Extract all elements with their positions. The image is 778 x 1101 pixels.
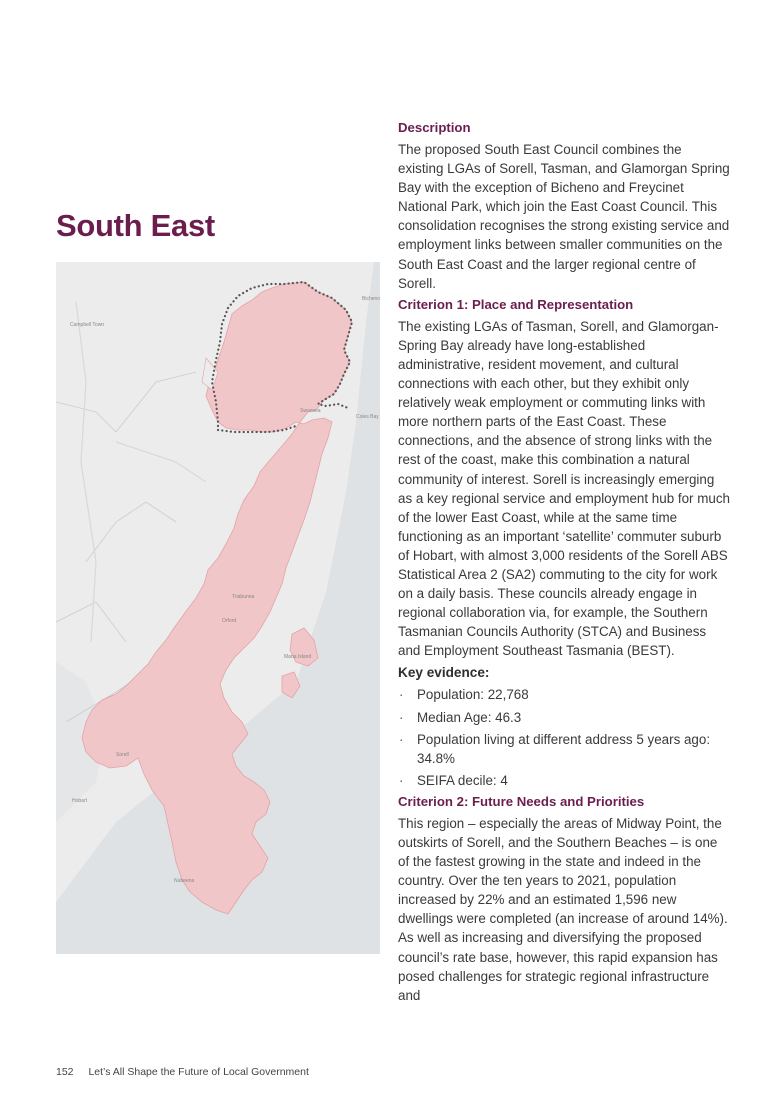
- map-label-sorell: Sorell: [116, 752, 129, 758]
- evidence-different-address: Population living at different address 5 years ago: 34.8%: [417, 731, 711, 766]
- description-heading: Description: [398, 120, 471, 135]
- evidence-median-age: Median Age: 46.3: [417, 709, 522, 725]
- criterion2-text: This region – especially the areas of Midway Point, the outskirts of Sorell, and the Southern Beaches – is one of the fastest growing in the state and indeed in the country. Over the ten years to 2021, population increased by 22% and an estimated 1,596 new dwellings were completed (an increase of around 14%). As well as increasing and diversifying the proposed council’s rate base, however, this rapid expansion has posed challenges for strategic regional infrastructure and: [398, 815, 728, 1003]
- map-label-bicheno: Bicheno: [362, 296, 380, 302]
- page-number: 152: [56, 1066, 74, 1078]
- page-title: South East: [56, 208, 215, 243]
- map-label-nubeena: Nubeena: [174, 878, 195, 884]
- bullet-icon: ·: [399, 709, 404, 725]
- list-item: [398, 730, 730, 768]
- list-item: [398, 685, 730, 704]
- text-column: [398, 119, 730, 1008]
- map-svg: [56, 262, 380, 954]
- evidence-seifa: SEIFA decile: 4: [417, 772, 508, 788]
- map-label-coles-bay: Coles Bay: [356, 414, 379, 420]
- map-label-maria-island: Maria Island: [284, 654, 312, 660]
- evidence-population: Population: 22,768: [417, 687, 529, 703]
- list-item: [398, 771, 730, 790]
- criterion1-text: The existing LGAs of Tasman, Sorell, and Glamorgan-Spring Bay already have long-established administrative, resident movement, and cultural connections with each other, but they exhibit only relatively weak employment or commuting links with more northern parts of the East Coast. These connections, and the absence of strong links with the rest of the coast, make this combination a natural community of interest. Sorell is increasingly emerging as a key regional service and employment hub for much of the lower East Coast, while at the same time functioning as an important ‘satellite’ commuter suburb of Hobart, with almost 3,000 residents of the Sorell ABS Statistical Area 2 (SA2) commuting to the city for work on a daily basis. These councils already engage in regional collaboration via, for example, the Southern Tasmanian Councils Authority (STCA) and Business and Employment Southeast Tasmania (BEST).: [398, 318, 730, 659]
- map-label-triabunna: Triabunna: [232, 594, 255, 600]
- page-footer: [56, 1066, 309, 1078]
- key-evidence-list: [398, 685, 730, 789]
- bullet-icon: ·: [399, 687, 404, 703]
- map-label-orford: Orford: [222, 618, 237, 624]
- region-map: [56, 262, 380, 954]
- publication-title: Let’s All Shape the Future of Local Government: [88, 1066, 309, 1078]
- bullet-icon: ·: [399, 772, 404, 788]
- map-label-swansea: Swansea: [300, 408, 321, 414]
- criterion2-heading: Criterion 2: Future Needs and Priorities: [398, 793, 645, 809]
- map-label-hobart: Hobart: [72, 798, 88, 804]
- bullet-icon: ·: [399, 731, 404, 747]
- description-text: The proposed South East Council combines the existing LGAs of Sorell, Tasman, and Glamorgan Spring Bay with the exception of Bicheno and Freycinet National Park, which join the East Coast Council. This consolidation recognises the strong existing service and employment links between smaller communities on the South East Coast and the larger regional centre of Sorell.: [398, 142, 730, 291]
- key-evidence-heading: Key evidence:: [398, 665, 490, 681]
- list-item: [398, 708, 730, 727]
- criterion1-heading: Criterion 1: Place and Representation: [398, 296, 634, 312]
- map-label-campbell-town: Campbell Town: [70, 322, 105, 328]
